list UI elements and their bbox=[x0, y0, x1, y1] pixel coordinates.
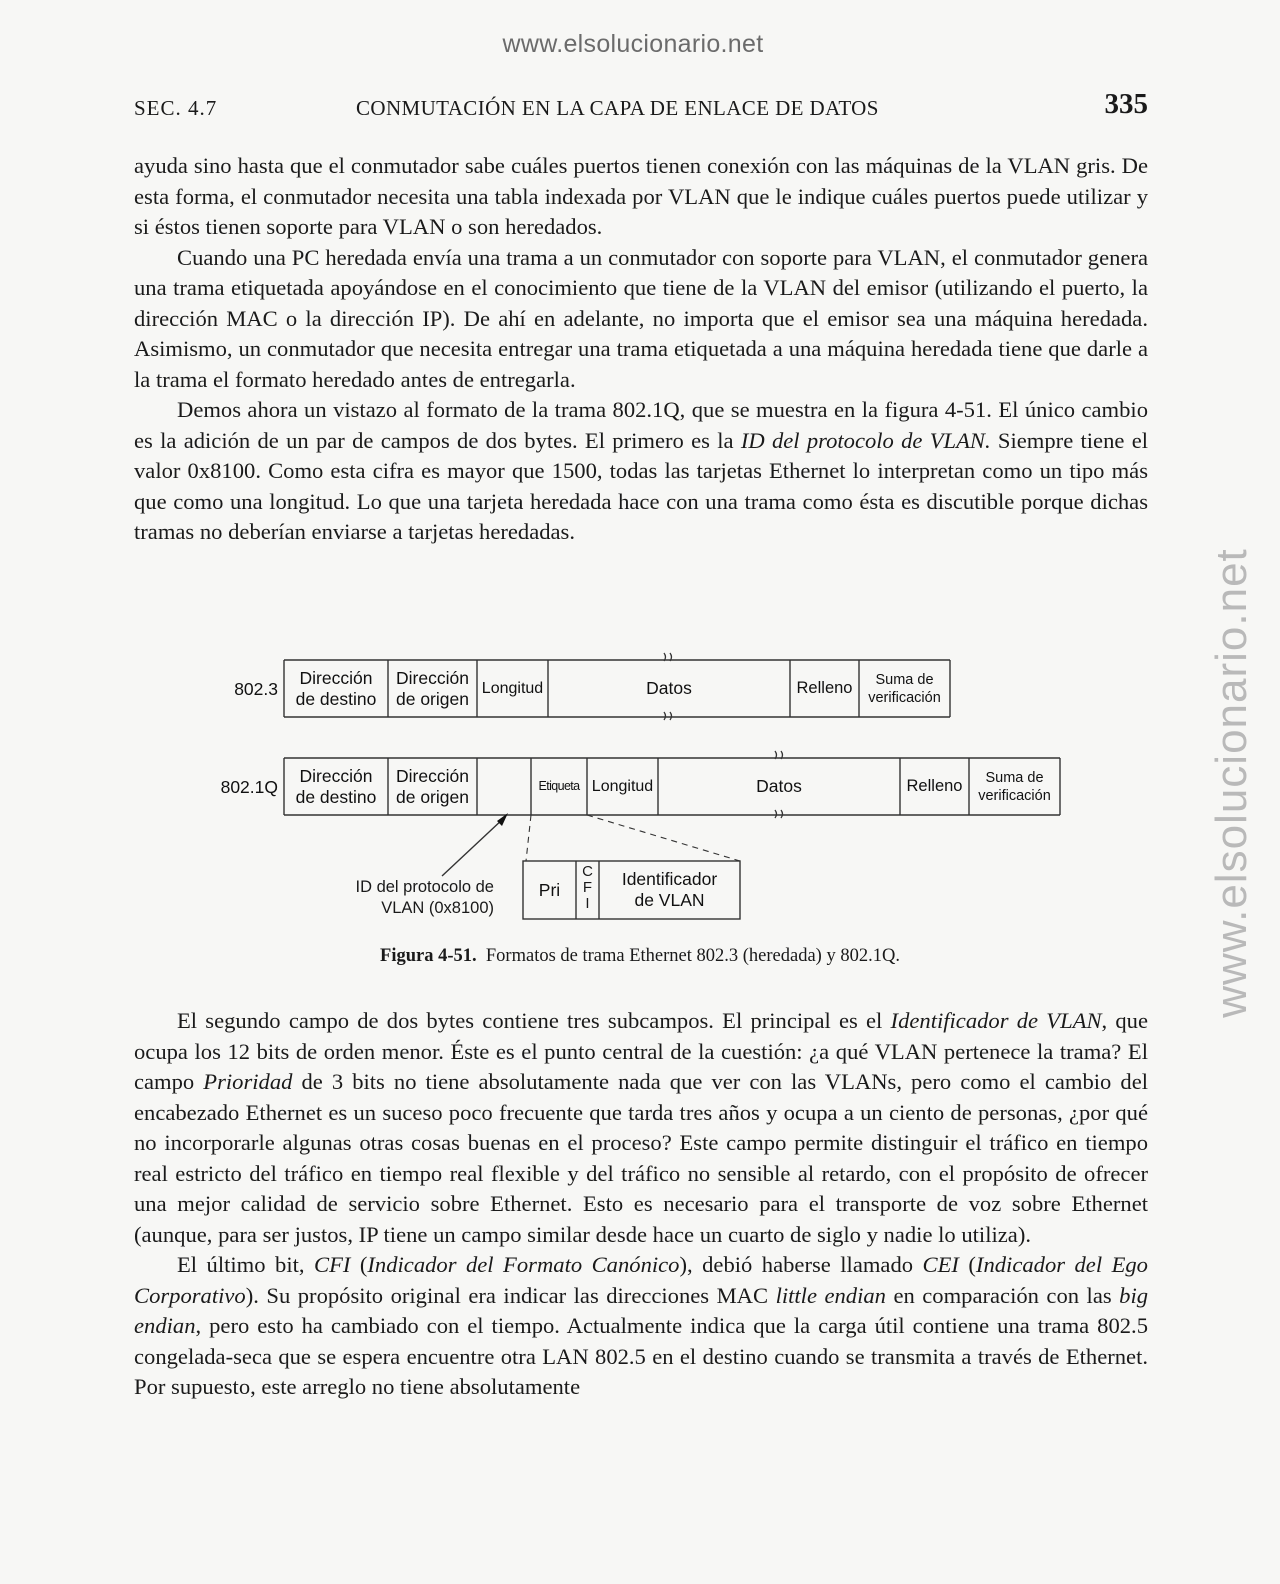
field-src-address-8023: Dirección de origen bbox=[396, 667, 469, 709]
row-label-8021q: 802.1Q bbox=[220, 776, 278, 797]
row-label-8023: 802.3 bbox=[234, 678, 278, 699]
subfield-cfi: C F I bbox=[582, 863, 593, 912]
callout-vlan-protocol-id: ID del protocolo de VLAN (0x8100) bbox=[355, 878, 494, 917]
field-length-8023: Longitud bbox=[481, 680, 544, 697]
field-data-8023: Datos bbox=[646, 678, 692, 698]
bottom-text-block bbox=[134, 1006, 1148, 1403]
top-text-block bbox=[134, 151, 1148, 548]
paragraph-3: Demos ahora un vistazo al formato de la trama 802.1Q, que se muestra en la figura 4-51. El único cambio es la adición de un par de campos de dos bytes. El primero es la ID del protocolo de VLAN. Siempre tiene el valor 0x8100. Como esta cifra es mayor que 1500, todas las tarjetas Ethernet lo interpretan como un tipo más que como una longitud. Lo que una tarjeta heredada hace con una trama como ésta es discutible porque dichas tramas no deberían enviarse a tarjetas heredadas. bbox=[134, 397, 1149, 544]
subfield-vlan-identifier: Identificador de VLAN bbox=[621, 869, 718, 910]
expansion-lines bbox=[526, 815, 740, 861]
watermark-url-top: www.elsolucionario.net bbox=[502, 30, 764, 58]
field-checksum-8023: Suma de verificación bbox=[868, 671, 941, 706]
running-header bbox=[134, 88, 1148, 128]
watermark-url-side: www.elsolucionario.net bbox=[1207, 548, 1256, 1018]
figure-caption bbox=[0, 946, 1280, 967]
caption-label: Figura 4-51. bbox=[380, 946, 477, 966]
figure-4-51 bbox=[0, 640, 1280, 930]
field-checksum-8021q: Suma de verificación bbox=[978, 769, 1051, 804]
field-dest-address-8023: Dirección de destino bbox=[295, 667, 377, 709]
field-tag-8021q: Etiqueta bbox=[538, 779, 580, 793]
field-length-8021q: Longitud bbox=[591, 778, 654, 795]
paragraph-5: El último bit, CFI (Indicador del Formato Canónico), debió haberse llamado CEI (Indicador del Ego Corporativo). Su propósito original era indicar las direcciones MAC little endian en comparación con las big endian, pero esto ha cambiado con el tiempo. Actualmente indica que la carga útil contiene una trama 802.5 congelada-seca que se espera encuentre otra LAN 802.5 en el destino cuando se transmita a través de Ethernet. Por supuesto, este arreglo no tiene absolutamente bbox=[134, 1252, 1149, 1399]
section-number: SEC. 4.7 bbox=[134, 96, 218, 120]
field-src-address-8021q: Dirección de origen bbox=[396, 765, 469, 807]
term-vlan-protocol-id: ID del protocolo de VLAN. bbox=[740, 427, 991, 453]
caption-text: Formatos de trama Ethernet 802.3 (heredada) y 802.1Q. bbox=[485, 946, 900, 966]
field-data-8021q: Datos bbox=[756, 776, 802, 796]
field-dest-address-8021q: Dirección de destino bbox=[295, 765, 377, 807]
page-number: 335 bbox=[1104, 88, 1148, 120]
paragraph-4: El segundo campo de dos bytes contiene tres subcampos. El principal es el Identificador de VLAN, que ocupa los 12 bits de orden menor. Éste es el punto central de la cuestión: ¿a qué VLAN pertenece la trama? El campo Prioridad de 3 bits no tiene absolutamente nada que ver con las VLANs, pero como el cambio del encabezado Ethernet es un suceso poco frecuente que tarda tres años y ocupa a un ciento de personas, ¿por qué no incorporarle algunas otras cosas buenas en el proceso? Este campo permite distinguir el tráfico en tiempo real estricto del tráfico en tiempo real flexible y del tráfico no sensible al retardo, con el propósito de ofrecer una mejor calidad de servicio sobre Ethernet. Esto es necesario para el transporte de voz sobre Ethernet (aunque, para ser justos, IP tiene un campo similar desde hace un cuarto de siglo y nadie lo utiliza). bbox=[134, 1008, 1149, 1247]
field-pad-8023: Relleno bbox=[796, 679, 853, 697]
callout-arrow bbox=[442, 818, 504, 876]
paragraph-1: ayuda sino hasta que el conmutador sabe cuáles puertos tienen conexión con las máquinas de la VLAN gris. De esta forma, el conmutador necesita una tabla indexada por VLAN que le indique cuáles puertos puede utilizar y si éstos tienen soporte para VLAN o son heredados. bbox=[134, 153, 1148, 239]
subfield-priority: Pri bbox=[538, 879, 561, 900]
chapter-title: CONMUTACIÓN EN LA CAPA DE ENLACE DE DATOS bbox=[356, 96, 879, 120]
field-pad-8021q: Relleno bbox=[906, 777, 963, 795]
paragraph-2: Cuando una PC heredada envía una trama a un conmutador con soporte para VLAN, el conmutador genera una trama etiquetada apoyándose en el conocimiento que tiene de la VLAN del emisor (utilizando el puerto, la dirección MAC o la dirección IP). De ahí en adelante, no importa que el emisor sea una máquina heredada. Asimismo, un conmutador que necesita entregar una trama etiquetada a una máquina heredada tiene que darle a la trama el formato heredado antes de entregarla. bbox=[134, 244, 1148, 392]
